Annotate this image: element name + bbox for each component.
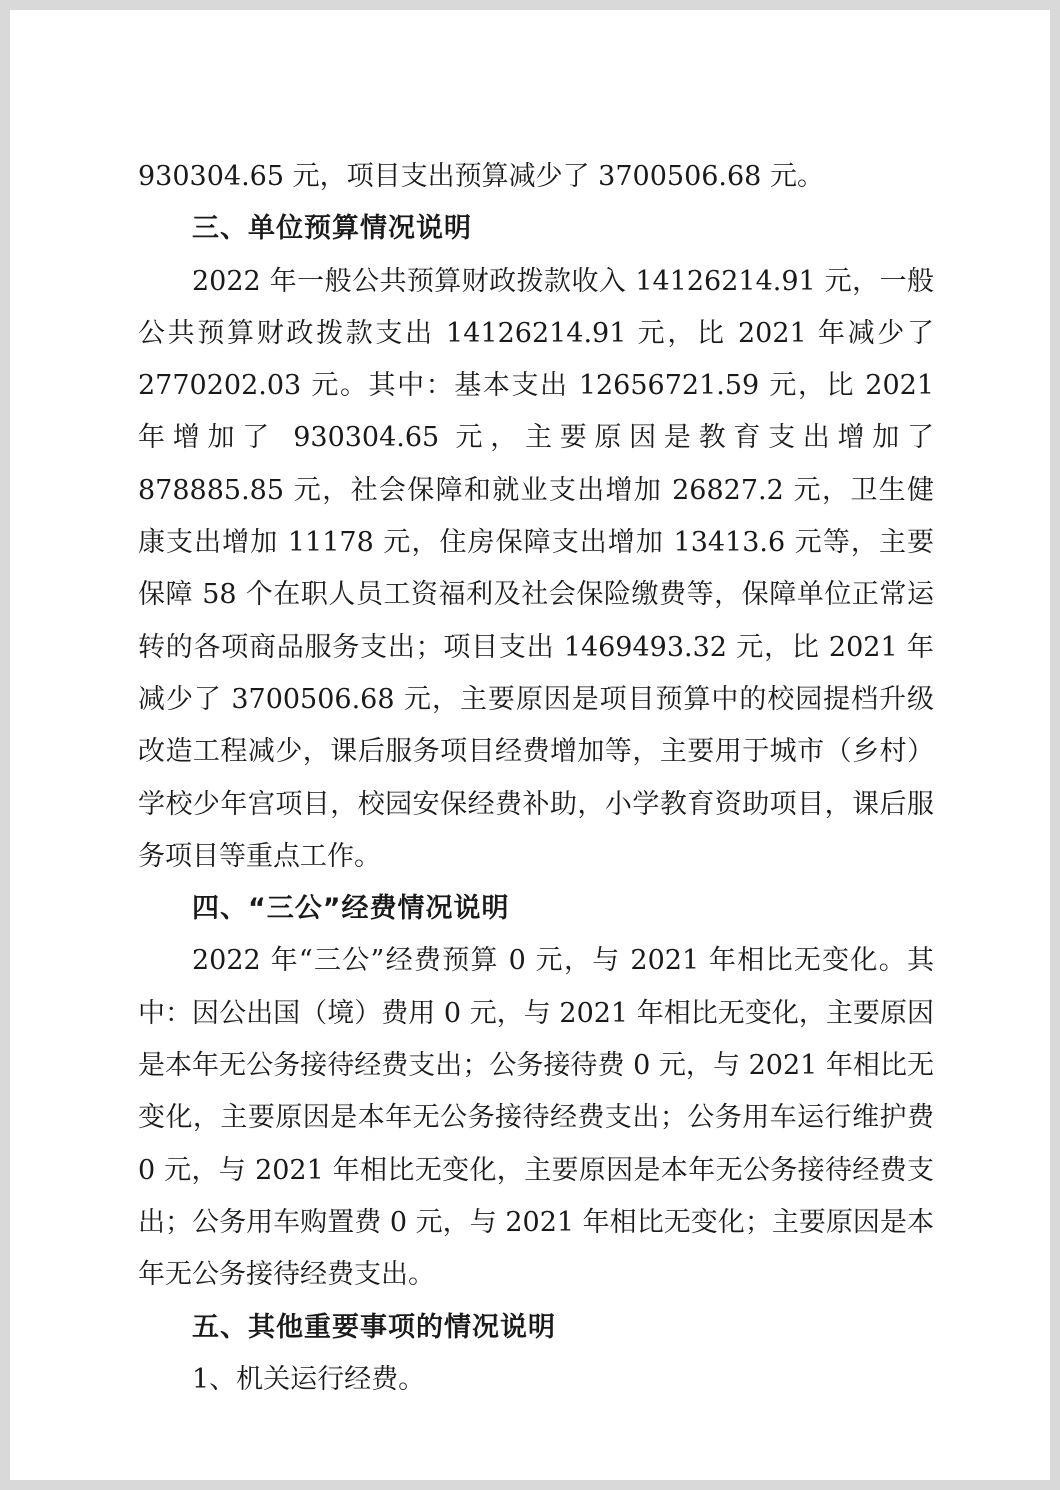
paragraph-unit-budget: 2022 年一般公共预算财政拨款收入 14126214.91 元，一般公共预算财政拨款支出 14126214.91 元，比 2021 年减少了 2770202.03 元。其中：基本支出 12656721.59 元，比 2021 年增加了 930304.65 元，主要原因是教育支出增加了 878885.85 元，社会保障和就业支出增加 26827.2 元，卫生健康支出增加 11178 元，住房保障支出增加 13413.6 元等，主要保障 58 个在职人员工资福利及社会保险缴费等，保障单位正常运转的各项商品服务支出；项目支出 1469493.32 元，比 2021 年减少了 3700506.68 元，主要原因是项目预算中的校园提档升级改造工程减少，课后服务项目经费增加等，主要用于城市（乡村）学校少年宫项目，校园安保经费补助，小学教育资助项目，课后服务项目等重点工作。 bbox=[138, 265, 934, 872]
document-page bbox=[10, 10, 1050, 1480]
paragraph-continuation: 930304.65 元，项目支出预算减少了 3700506.68 元。 bbox=[138, 161, 824, 192]
section-heading-unit-budget: 三、单位预算情况说明 bbox=[192, 213, 472, 245]
paragraph-operating-expenses: 1、机关运行经费。 bbox=[192, 1363, 426, 1395]
section-heading-three-public: 四、“三公”经费情况说明 bbox=[192, 893, 510, 925]
document-body bbox=[138, 151, 934, 1406]
paragraph-three-public: 2022 年“三公”经费预算 0 元，与 2021 年相比无变化。其中：因公出国（境）费用 0 元，与 2021 年相比无变化，主要原因是本年无公务接待经费支出；公务接待费 0 元，与 2021 年相比无变化，主要原因是本年无公务接待经费支出；公务用车运行维护费 0 元，与 2021 年相比无变化，主要原因是本年无公务接待经费支出；公务用车购置费 0 元，与 2021 年相比无变化；主要原因是本年无公务接待经费支出。 bbox=[138, 945, 934, 1291]
section-heading-other-matters: 五、其他重要事项的情况说明 bbox=[192, 1311, 556, 1343]
